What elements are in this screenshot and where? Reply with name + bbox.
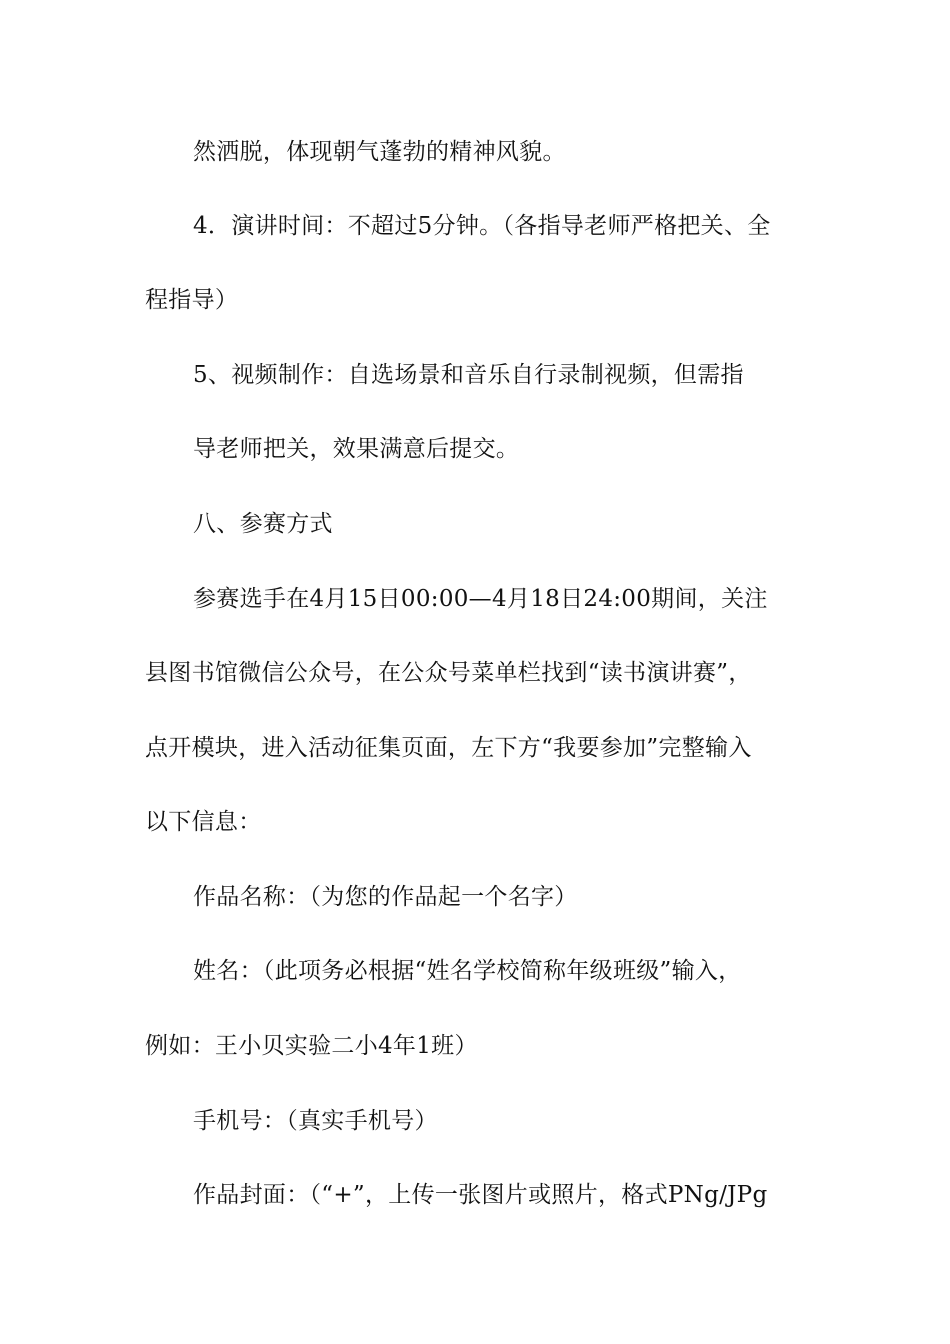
text-line: 姓名：（此项务必根据“姓名学校简称年级班级”输入， [193,958,742,984]
text-line: 5、视频制作：自选场景和音乐自行录制视频，但需指 [193,362,744,388]
text-line: 点开模块，进入活动征集页面，左下方“我要参加”完整输入 [145,735,752,761]
text-line: 以下信息： [145,809,262,835]
text-line: 参赛选手在4月15日00:00—4月18日24:00期间，关注 [193,586,768,612]
text-line: 县图书馆微信公众号，在公众号菜单栏找到“读书演讲赛”， [145,660,752,686]
section-heading: 八、参赛方式 [193,511,333,537]
text-line: 程指导） [145,287,239,313]
text-line: 作品封面：（“+”，上传一张图片或照片，格式PNg/JPg [193,1182,768,1208]
text-line: 4．演讲时间：不超过5分钟。（各指导老师严格把关、全 [193,213,771,239]
text-line: 作品名称：（为您的作品起一个名字） [193,884,578,910]
text-line: 然洒脱，体现朝气蓬勃的精神风貌。 [193,139,566,165]
text-line: 手机号：（真实手机号） [193,1108,438,1134]
text-line: 导老师把关，效果满意后提交。 [193,436,520,462]
text-line: 例如：王小贝实验二小4年1班） [145,1033,478,1059]
